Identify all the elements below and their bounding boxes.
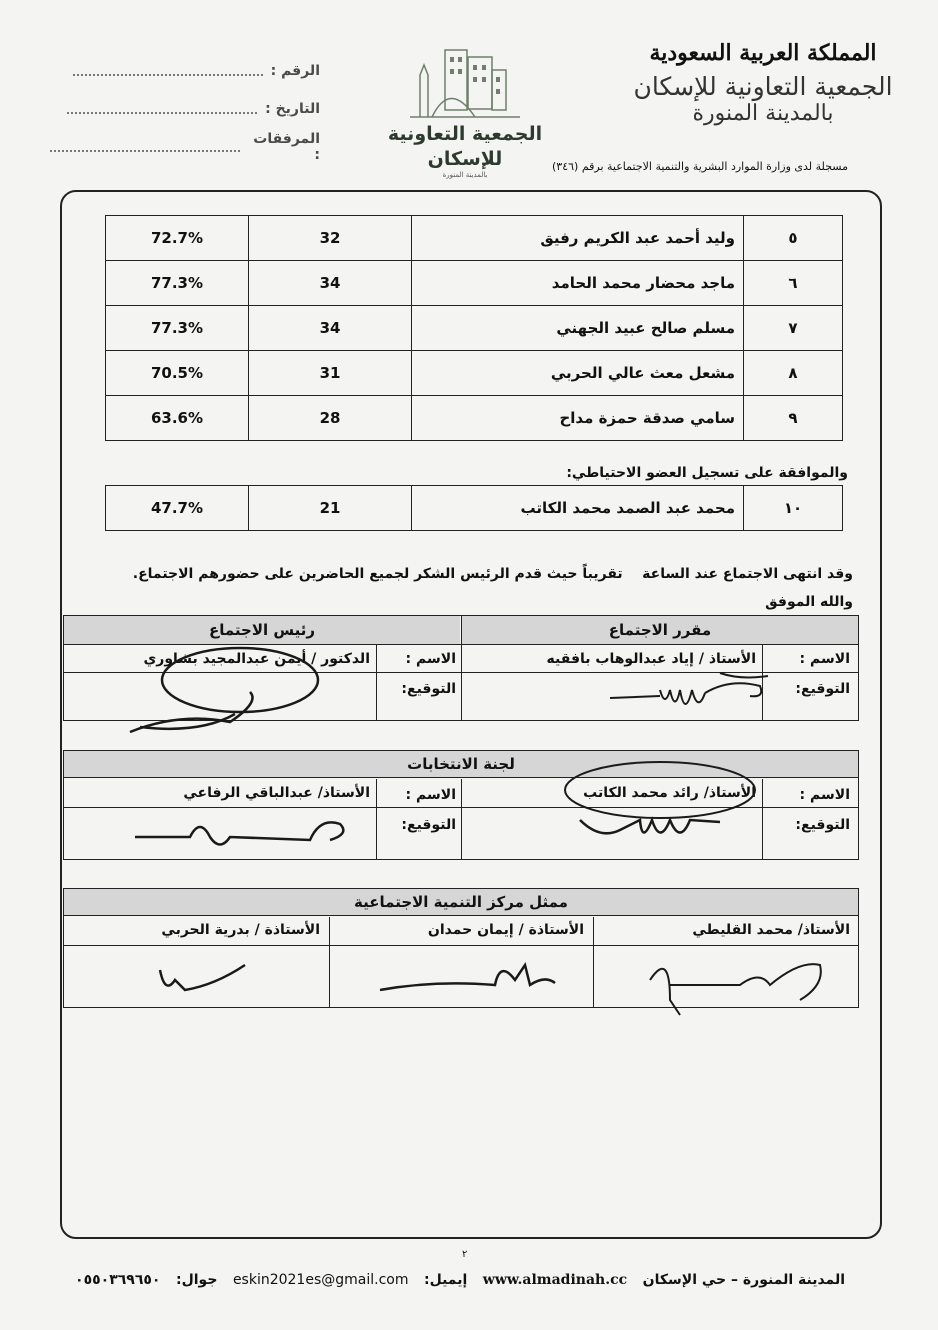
- footer-phone: ٠٥٥٠٣٦٩٦٥٠: [75, 1272, 161, 1288]
- footer-address: المدينة المنورة – حي الإسكان: [642, 1272, 845, 1288]
- attachments-field-dots: [50, 142, 240, 152]
- rep2-signature: [375, 945, 565, 1000]
- vote-count: 34: [249, 306, 412, 351]
- member2-sign-label: التوقيع:: [401, 817, 456, 833]
- registration-note: مسجلة لدى وزارة الموارد البشرية والتنمية الاجتماعية برقم (٣٤٦): [552, 160, 848, 173]
- footer-contact: [75, 1272, 845, 1288]
- table-row: [106, 486, 843, 531]
- rapporteur-signature: [600, 668, 780, 728]
- rep1-signature: [640, 940, 840, 1020]
- vote-count: 21: [249, 486, 412, 531]
- association-logo: [380, 45, 550, 180]
- vote-count: 34: [249, 261, 412, 306]
- rapporteur-name-label: الاسم :: [799, 651, 850, 667]
- rapporteur-name: الأستاذ / إياد عبدالوهاب بافقيه: [546, 651, 756, 667]
- candidate-name: محمد عبد الصمد محمد الكاتب: [412, 486, 744, 531]
- footer-website[interactable]: www.almadinah.cc: [482, 1272, 628, 1288]
- vote-percentage: 63.6%: [106, 396, 249, 441]
- row-number: ٥: [744, 216, 843, 261]
- row-number: ١٠: [744, 486, 843, 531]
- footer-email-label: إيميل:: [424, 1272, 468, 1288]
- election-committee-title: لجنة الانتخابات: [64, 751, 858, 778]
- chair-name: الدكتور / أيمن عبدالمجيد بشاوري: [143, 651, 370, 667]
- vote-count: 31: [249, 351, 412, 396]
- candidate-name: مسلم صالح عبيد الجهني: [412, 306, 744, 351]
- candidate-name: ماجد محضار محمد الحامد: [412, 261, 744, 306]
- date-field-dots: [67, 104, 257, 114]
- number-field-dots: [73, 66, 263, 76]
- org-header: [633, 40, 893, 126]
- member2-name: الأستاذ/ عبدالباقي الرفاعي: [183, 785, 370, 801]
- vote-percentage: 72.7%: [106, 216, 249, 261]
- attachments-field-label: المرفقات :: [253, 131, 320, 163]
- candidate-name: سامي صدقة حمزة مداح: [412, 396, 744, 441]
- kingdom-title: المملكة العربية السعودية: [649, 40, 877, 66]
- member2-signature: [130, 812, 380, 862]
- table-row: [106, 306, 843, 351]
- date-field-label: التاريخ :: [265, 101, 320, 117]
- number-field-label: الرقم :: [270, 63, 320, 79]
- association-title: الجمعية التعاونية للإسكان: [633, 72, 893, 101]
- reserve-table: [105, 485, 843, 531]
- logo-text-line2: للإسكان: [427, 148, 503, 170]
- vote-count: 28: [249, 396, 412, 441]
- rep3-name: الأستاذة / بدرية الحربي: [161, 922, 320, 938]
- logo-text-line3: بالمدينة المنورة: [442, 171, 488, 179]
- table-row: [106, 261, 843, 306]
- rapporteur-sign-label: التوقيع:: [795, 681, 850, 697]
- rep1-name: الأستاذ/ محمد القليطي: [692, 922, 850, 938]
- document-fields: [50, 52, 320, 166]
- chair-title: رئيس الاجتماع: [64, 616, 460, 644]
- member1-name: الأستاذ/ رائد محمد الكاتب: [583, 785, 756, 801]
- candidate-name: وليد أحمد عبد الكريم رفيق: [412, 216, 744, 261]
- closing-prayer: والله الموفق: [765, 594, 853, 610]
- reserve-label: والموافقة على تسجيل العضو الاحتياطي:: [566, 465, 848, 481]
- vote-count: 32: [249, 216, 412, 261]
- footer-email[interactable]: eskin2021es@gmail.com: [232, 1272, 409, 1288]
- member1-sign-label: التوقيع:: [795, 817, 850, 833]
- social-center-title: ممثل مركز التنمية الاجتماعية: [64, 889, 858, 916]
- table-row: [106, 351, 843, 396]
- chair-name-label: الاسم :: [405, 651, 456, 667]
- logo-text-line1: الجمعية التعاونية: [387, 123, 543, 145]
- row-number: ٩: [744, 396, 843, 441]
- member2-name-label: الاسم :: [405, 787, 456, 803]
- member1-name-label: الاسم :: [799, 787, 850, 803]
- table-row: [106, 216, 843, 261]
- vote-percentage: 47.7%: [106, 486, 249, 531]
- vote-percentage: 77.3%: [106, 261, 249, 306]
- row-number: ٦: [744, 261, 843, 306]
- city-title: بالمدينة المنورة: [692, 101, 834, 126]
- rapporteur-title: مقرر الاجتماع: [462, 616, 858, 644]
- buildings-logo-icon: [380, 45, 550, 125]
- row-number: ٨: [744, 351, 843, 396]
- member1-signature: [560, 760, 770, 855]
- chair-signature: [120, 642, 330, 742]
- candidate-name: مشعل معث عالي الحربي: [412, 351, 744, 396]
- closing-statement: وقد انتهى الاجتماع عند الساعة تقريباً حيث قدم الرئيس الشكر لجميع الحاضرين على حضورهم الاجتماع.: [132, 566, 853, 582]
- page-number: ٢: [462, 1249, 468, 1260]
- rep2-name: الأستاذة / إيمان حمدان: [427, 922, 584, 938]
- results-table: [105, 215, 843, 441]
- row-number: ٧: [744, 306, 843, 351]
- table-row: [106, 396, 843, 441]
- rep3-signature: [155, 955, 265, 1000]
- vote-percentage: 70.5%: [106, 351, 249, 396]
- vote-percentage: 77.3%: [106, 306, 249, 351]
- footer-phone-label: جوال:: [176, 1272, 218, 1288]
- chair-sign-label: التوقيع:: [401, 681, 456, 697]
